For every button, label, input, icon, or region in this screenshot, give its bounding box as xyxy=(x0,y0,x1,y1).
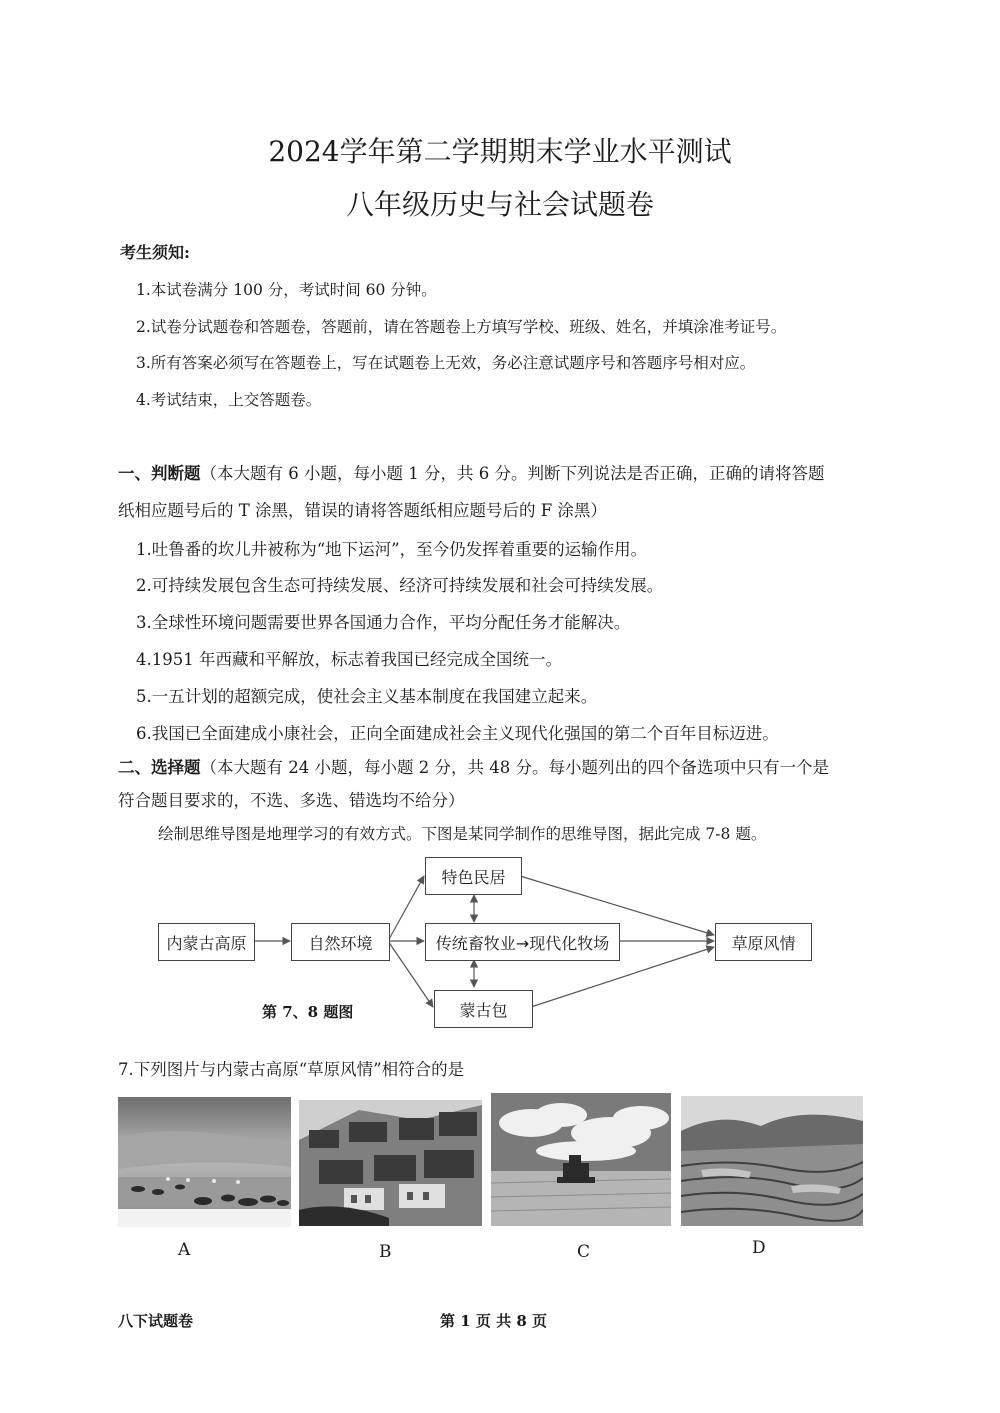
node-dwelling: 特色民居 xyxy=(425,857,522,895)
node-grassland: 草原风情 xyxy=(715,923,812,961)
exam-subtitle: 八年级历史与社会试题卷 xyxy=(345,188,654,221)
arrow-nature-dwelling xyxy=(388,876,424,941)
figure-caption: 第 7、8 题图 xyxy=(262,1003,354,1021)
exam-title: 2024学年第二学期期末学业水平测试 xyxy=(268,135,732,168)
judge-question-4: 4.1951 年西藏和平解放，标志着我国已经完成全国统一。 xyxy=(136,650,562,669)
section1-desc-cont: 纸相应题号后的 T 涂黑，错误的请将答题纸相应题号后的 F 涂黑） xyxy=(118,501,607,520)
option-a-label: A xyxy=(178,1240,191,1260)
judge-question-5: 5.一五计划的超额完成，使社会主义基本制度在我国建立起来。 xyxy=(136,687,598,706)
option-b-label: B xyxy=(379,1242,392,1262)
judge-question-6: 6.我国已全面建成小康社会，正向全面建成社会主义现代化强国的第二个百年目标迈进。 xyxy=(136,724,779,743)
page-number: 第 1 页 共 8 页 xyxy=(440,1312,547,1330)
node-yurt: 蒙古包 xyxy=(434,990,533,1028)
node-nature: 自然环境 xyxy=(291,923,390,961)
option-d-label: D xyxy=(752,1238,766,1258)
section2-desc-cont: 符合题目要求的，不选、多选、错选均不给分） xyxy=(118,791,465,810)
option-d-photo xyxy=(681,1096,863,1226)
notice-heading: 考生须知: xyxy=(120,243,190,262)
option-c-label: C xyxy=(577,1242,591,1262)
notice-item: 3.所有答案必须写在答题卷上，写在试题卷上无效，务必注意试题序号和答题序号相对应。 xyxy=(136,354,756,372)
section1-desc: （本大题有 6 小题，每小题 1 分，共 6 分。判断下列说法是否正确，正确的请将答题 xyxy=(200,464,825,483)
notice-item: 1.本试卷满分 100 分，考试时间 60 分钟。 xyxy=(136,281,437,299)
node-plateau: 内蒙古高原 xyxy=(158,923,255,961)
option-a-photo xyxy=(118,1097,291,1227)
notice-item: 4.考试结束，上交答题卷。 xyxy=(136,391,322,409)
judge-question-1: 1.吐鲁番的坎儿井被称为“地下运河”，至今仍发挥着重要的运输作用。 xyxy=(136,540,648,559)
judge-question-3: 3.全球性环境问题需要世界各国通力合作，平均分配任务才能解决。 xyxy=(136,613,631,632)
option-c-photo xyxy=(491,1093,671,1226)
footer-left: 八下试题卷 xyxy=(118,1312,194,1330)
section2-intro: 绘制思维导图是地理学习的有效方式。下图是某同学制作的思维导图，据此完成 7-8 题。 xyxy=(158,825,767,843)
section2-label: 二、选择题 xyxy=(118,758,201,777)
node-herding: 传统畜牧业→现代化牧场 xyxy=(425,923,620,961)
section1-label: 一、判断题 xyxy=(118,464,201,483)
judge-question-2: 2.可持续发展包含生态可持续发展、经济可持续发展和社会可持续发展。 xyxy=(136,576,664,595)
question-7-stem: 7.下列图片与内蒙古高原“草原风情”相符合的是 xyxy=(118,1060,465,1079)
option-b-photo xyxy=(299,1100,482,1226)
section2-desc: （本大题有 24 小题，每小题 2 分，共 48 分。每小题列出的四个备选项中只有一个是 xyxy=(200,758,829,777)
notice-item: 2.试卷分试题卷和答题卷，答题前，请在答题卷上方填写学校、班级、姓名，并填涂准考证号。 xyxy=(136,318,787,336)
